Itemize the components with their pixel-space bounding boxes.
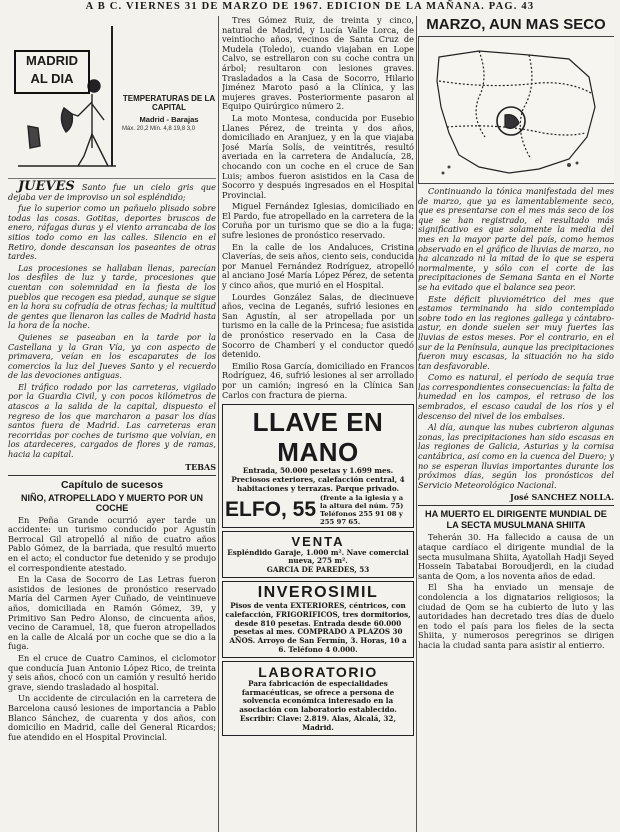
ad-inverosimil-text: Pisos de venta EXTERIORES, céntricos, con calefacción, FRIGORIFICOS, tres dormitorios, desde 810 pesetas. Entrada desde 60.000 pesetas al mes. COMPRADO A PLAZOS 30 AÑOS. Arroyo de San Fermín, 3. Horas, 10 a 6. Teléfono 4 0.000. bbox=[225, 600, 411, 654]
spain-map-graphic bbox=[419, 37, 614, 183]
rainfall-map bbox=[418, 36, 614, 184]
page-header: A B C. VIERNES 31 DE MARZO DE 1967. EDICION DE LA MAÑANA. PAG. 43 bbox=[85, 1, 535, 12]
weather-paragraph: Continuando la tónica manifestada del mes de marzo, que ya es lamentablemente seco, que es presentarse con el mes más seco de los que se han registrado, el resultado más significativo es que solamente la media del mes en la mayor parte del país, como hemos observado en el gráfico de lluvias de marzo, no ha alcanzado ni la mitad de lo que se espera normalmente, y sólo con el corte de las precipitaciones de Semana Santa en el Norte se ha evitado que el balance sea peor. bbox=[418, 186, 614, 292]
ad-venta-address: GARCIA DE PAREDES, 53 bbox=[266, 565, 370, 575]
news-paragraph: La moto Montesa, conducida por Eusebio Llanes Pérez, de treinta y dos años, domiciliado en Aranjuez, y en la que viajaba José María Solís, de veintitrés, resultó averiada en la carretera de Andalucía, 28, chocando con un coche en el cruce de San Luis; ambos fueron asistidos en la Casa de Socorro y después ingresados en el Hospital Provincial. bbox=[222, 112, 414, 200]
column-divider bbox=[218, 16, 219, 832]
column-right bbox=[418, 16, 614, 832]
ad-laboratorio bbox=[222, 661, 414, 736]
lead-text: Santo fue un cielo gris que dejaba ver de improviso un sol espléndido; bbox=[8, 182, 216, 202]
section-rule bbox=[8, 475, 216, 476]
ad-inverosimil bbox=[222, 581, 414, 658]
ad-laboratorio-title: LABORATORIO bbox=[258, 663, 378, 680]
news-paragraph: En la calle de los Andaluces, Cristina Claverías, de seis años, ciento seis, conducida por Manuel Fernández Rodríguez, atropelló al anciano José María López Pérez, de setenta y cinco años, que murió en el Hospital. bbox=[222, 241, 414, 291]
ad-llave-text: Entrada, 50.000 pesetas y 1.699 mes. Preciosos exteriores, calefacción central, 4 habitaciones y terrazas. Parque privado. bbox=[231, 466, 405, 493]
map-headline: MARZO, AUN MAS SECO bbox=[426, 16, 606, 33]
accident-paragraph: En la Casa de Socorro de Las Letras fueron asistidos de lesiones de pronóstico reservado María del Carmen Ayer Cuñado, de veintinueve años, domiciliada en Ramón Gómez, 39, y Primitivo San Pedro Alonso, de cincuenta años, vecino de Caramuel, 18, que fueron atropellados en la calle de Alcalá por un coche que se dio a la fuga. bbox=[8, 574, 216, 652]
accident-paragraph: En Peña Grande ocurrió ayer tarde un accidente: un turismo conducido por Agustín Berrocal Gil atropelló al niño de cuatro años Pablo Gómez, de la barriada, que resultó muerto en el acto; el conductor fue detenido y se produjo el correspondiente atestado. bbox=[8, 514, 216, 573]
temperature-box bbox=[122, 94, 216, 133]
shiita-paragraph: El Sha ha enviado un mensaje de condolencia a los dignatarios religiosos; la ciudad de Qom se ha cubierto de luto y las autoridades han decretado tres días de duelo en todo el país para los fieles de la secta Shiita, y numerosos peregrinos se dirigen hacia la ciudad santa para asistir al entierro. bbox=[418, 582, 614, 650]
weather-signature: José SANCHEZ NOLLA. bbox=[510, 492, 614, 503]
lead-word: JUEVES bbox=[18, 179, 75, 194]
weather-paragraph: Como es natural, el período de sequía trae las correspondientes consecuencias: la falta de humedad en los campos, el retraso de los sembrados, el escaso caudal de los ríos y el descenso del nivel de los embalses. bbox=[418, 372, 614, 421]
chronicle-paragraph: fue lo superior como un pañuelo plisado sobre todas las cosas. Gotitas, deportes bruscos de enero, ráfagas duras y el viento arrancaba de los sitios todo como en las calles. Silencio en el Retiro, donde descansan los paseantes de otras tardes. bbox=[8, 203, 216, 262]
ad-elfo-name: ELFO, 55 bbox=[225, 497, 317, 521]
ad-elfo bbox=[225, 494, 411, 526]
pedestrian-illustration bbox=[8, 16, 120, 176]
ad-venta-text: Espléndido Garaje, 1.000 m². Nave comercial nueva, 275 m². bbox=[227, 547, 409, 566]
ad-llave-title: LLAVE EN MANO bbox=[252, 407, 384, 468]
weather-article bbox=[418, 187, 614, 502]
chronicle-paragraph: Quienes se paseaban en la tarde por la Castellana y la Gran Vía, ya con aspecto de primavera, veían en los escaparates de los comercios la luz del Jueves Santo y el recuerdo de las devociones antiguas. bbox=[8, 331, 216, 381]
ad-laboratorio-text: Para fabricación de especialidades farmacéuticas, se ofrece a persona de solvencia económica interesado en la asociación con laboratorio establecido. Escribir: Clave: 2.819. Alas, Alcalá, 32, Madrid. bbox=[239, 678, 397, 732]
temperature-cities: Madrid - Barajas bbox=[139, 115, 199, 124]
chronicle-signature: TEBAS bbox=[185, 461, 216, 472]
chronicle-paragraph: El tráfico rodado por las carreteras, vigilado por la Guardia Civil, y con pocos kilómetros de atascos a la salida de la capital, dispuesto el regreso de los que marcharon a pasar los días santos fuera de Madrid. Las carreteras eran recorridas por coches de turismo que volvían, en los atardeceres, cargados de flores y de ramas, hacia la capital. bbox=[8, 381, 216, 460]
chronicle-paragraph: Las procesiones se hallaban llenas, parecían los desfiles de luz y tarde, procesiones que cuentan con solemnidad en la fiesta de los pueblos que recogen esa piedad, aunque se sigue en la hora su cofradía de otras fechas; la multitud de gentes que llenaron las calles de Madrid hasta la hora de la noche. bbox=[8, 262, 216, 331]
ad-venta-title: VENTA bbox=[291, 533, 345, 549]
madrid-al-dia-logo: MADRID AL DIA bbox=[14, 50, 90, 94]
news-paragraph: Tres Gómez Ruiz, de treinta y cinco, natural de Madrid, y Lucía Valle Lorca, de veintiocho años, vecinos de Santa Cruz de Mudela (Toledo), cuando viajaban en Lope Calvo, se estrellaron con su coche contra un árbol; resultaron con lesiones graves. Trasladados a la Casa de Socorro, Hilario Jiménez Maroto pasó a la Clínica, y las mujeres graves. Posteriormente pasaron al Equipo Quirúrgico número 2. bbox=[222, 16, 414, 112]
accident-paragraph: En el cruce de Cuatro Caminos, el ciclomotor que conducía Juan Antonio López Rico, de treinta y seis años, chocó con un camión y resultó herido grave, siendo trasladado al hospital. bbox=[8, 652, 216, 692]
news-paragraph: Emilio Rosa García, domiciliado en Francos Rodríguez, 46, sufrió lesiones al ser arrollado por un camión; ingresó en la Clínica San Carlos con fractura de pierna. bbox=[222, 360, 414, 400]
column-divider bbox=[416, 16, 417, 832]
column-left bbox=[8, 16, 216, 832]
ad-inverosimil-title: INVEROSIMIL bbox=[257, 583, 379, 601]
news-paragraph: Miguel Fernández Iglesias, domiciliado en El Pardo, fue atropellado en la carretera de la Coruña por un turismo que se dio a la fuga; sufre lesiones de pronóstico reservado. bbox=[222, 201, 414, 241]
accident-headline: NIÑO, ATROPELLADO Y MUERTO POR UN COCHE bbox=[20, 492, 203, 513]
temperature-values: Máx. 20,2 Mín. 4,8 19,8 3,0 bbox=[122, 126, 196, 132]
column-middle bbox=[222, 16, 414, 832]
madrid-chronicle bbox=[8, 179, 216, 472]
ad-llave-en-mano bbox=[222, 404, 414, 527]
shiita-paragraph: Teherán 30. Ha fallecido a causa de un ataque cardíaco el dirigente mundial de la secta musulmana Shiita, Ayatollah Hadji Seyed Hossein Tabatabai Boroudjerdi, en la ciudad santa de Qom, a los noventa años de edad. bbox=[418, 532, 614, 581]
shiita-headline: HA MUERTO EL DIRIGENTE MUNDIAL DE LA SECTA MUSULMANA SHIITA bbox=[425, 509, 607, 530]
section-rule bbox=[418, 505, 614, 506]
section-heading: Capítulo de sucesos bbox=[60, 478, 164, 491]
ad-venta bbox=[222, 531, 414, 578]
weather-paragraph: Al día, aunque las nubes cubrieron algunas zonas, las precipitaciones han sido escasas en las regiones de Galicia, Asturias y la cornisa cantábrica, así como en la cuenca del Duero; y no se esperan lluvias importantes durante los próximos días, según los pronósticos del Servicio Meteorológico Nacional. bbox=[418, 422, 614, 490]
madrid-al-dia-box bbox=[8, 16, 216, 179]
accident-paragraph: Un accidente de circulación en la carretera de Barcelona causó lesiones de importancia a Pablo Blanco Sánchez, de cuarenta y dos años, con domicilio en Madrid, calle del General Ricardos; fue atendido en el Hospital Provincial. bbox=[8, 693, 216, 742]
news-paragraph: Lourdes González Salas, de diecinueve años, vecina de Leganés, sufrió lesiones en San Agustín, al ser atropellada por un turismo en la calle de la Princesa; fue asistida de pronóstico reservado en la Casa de Socorro de Chamberí y el conductor quedó detenido. bbox=[222, 291, 414, 360]
temperature-title: TEMPERATURAS DE LA CAPITAL bbox=[122, 94, 216, 112]
weather-paragraph: Este déficit pluviométrico del mes que estamos terminando ha sido contemplado sobre todo en las regiones gallega y cántabro-astur, en donde suelen ser muy fuertes las lluvias de estos meses. Por el contrario, en el sur de la Península, aunque las precipitaciones fueron muy escasas, la situación no ha sido tan desfavorable. bbox=[418, 293, 614, 371]
ad-elfo-detail: (frente a la iglesia y a la altura del núm. 75) Teléfonos 255 91 08 y 255 97 65. bbox=[320, 493, 404, 526]
